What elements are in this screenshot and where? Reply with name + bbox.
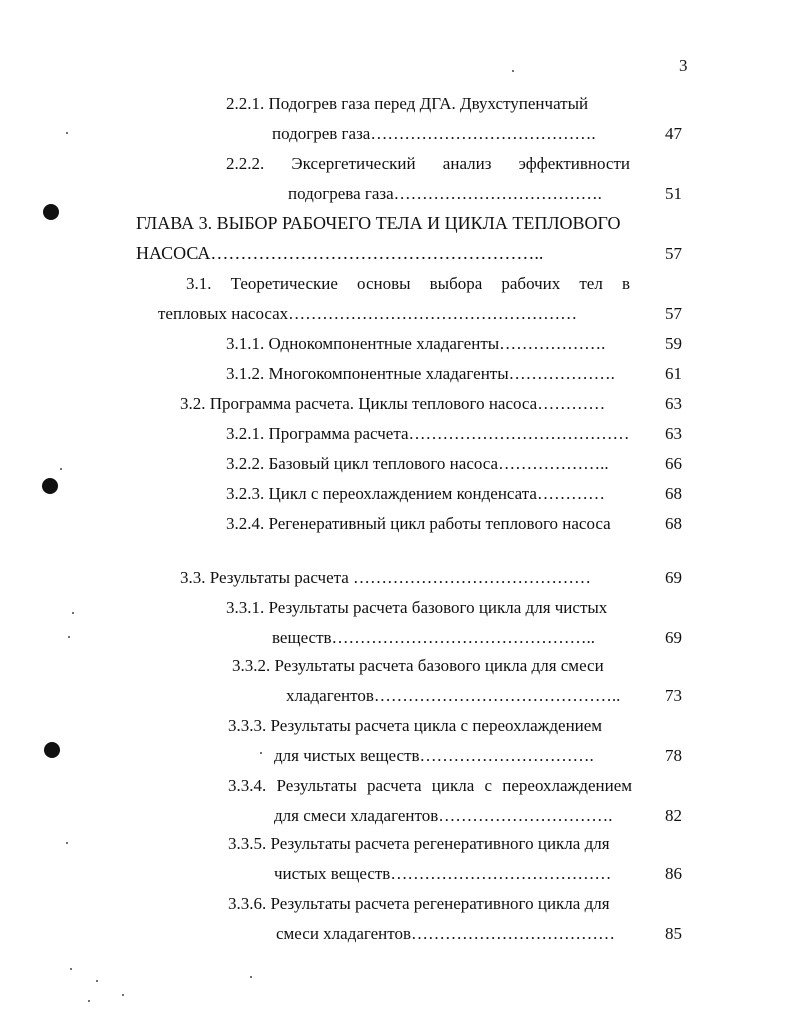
word: в bbox=[621, 274, 630, 293]
scan-speck bbox=[96, 980, 98, 982]
toc-entry-3-3-3-line1: 3.3.3. Результаты расчета цикла с переохлаждением bbox=[228, 716, 603, 735]
toc-entry-2-2-1-line2: подогрев газа…………………………………. bbox=[272, 124, 596, 143]
toc-entry-3-2-page: 63 bbox=[665, 394, 682, 413]
toc-entry-3-2-1: 3.2.1. Программа расчета………………………………… bbox=[226, 424, 630, 443]
page-number: 3 bbox=[679, 56, 688, 75]
toc-entry-3-3: 3.3. Результаты расчета …………………………………… bbox=[180, 568, 592, 587]
word: основы bbox=[357, 274, 411, 293]
toc-entry-3-3-6-line1: 3.3.6. Результаты расчета регенеративного цикла для bbox=[228, 894, 610, 913]
scan-speck bbox=[66, 842, 68, 844]
toc-entry-3-2-2-page: 66 bbox=[665, 454, 682, 473]
toc-entry-3-2-4-page: 68 bbox=[665, 514, 682, 533]
word: Результаты bbox=[276, 776, 357, 795]
toc-entry-3-3-5-line2: чистых веществ………………………………… bbox=[274, 864, 612, 883]
toc-entry-3-3-2-line1: 3.3.2. Результаты расчета базового цикла для смеси bbox=[232, 656, 604, 675]
toc-entry-3-2-2: 3.2.2. Базовый цикл теплового насоса……………….. bbox=[226, 454, 609, 473]
word: переохлаждением bbox=[502, 776, 632, 795]
toc-entry-3-1-page: 57 bbox=[665, 304, 682, 323]
scan-speck bbox=[250, 976, 252, 978]
word: эффективности bbox=[518, 154, 630, 173]
punch-hole-mark bbox=[42, 478, 58, 494]
toc-entry-3-2-1-page: 63 bbox=[665, 424, 682, 443]
toc-entry-3-3-2-page: 73 bbox=[665, 686, 682, 705]
toc-entry-3-2: 3.2. Программа расчета. Циклы теплового насоса………… bbox=[180, 394, 606, 413]
word: Эксергетический bbox=[291, 154, 416, 173]
word: 3.1. bbox=[186, 274, 212, 293]
toc-chapter-3-page: 57 bbox=[665, 244, 682, 263]
toc-entry-3-3-1-line2: веществ……………………………………….. bbox=[272, 628, 596, 647]
scan-speck bbox=[70, 968, 72, 970]
word: цикла bbox=[431, 776, 475, 795]
scan-speck bbox=[60, 468, 62, 470]
toc-entry-3-3-4-line2: для смеси хладагентов…………………………. bbox=[274, 806, 613, 825]
toc-entry-3-3-page: 69 bbox=[665, 568, 682, 587]
scan-speck bbox=[68, 636, 70, 638]
toc-entry-3-3-3-line2: для чистых веществ…………………………. bbox=[274, 746, 594, 765]
word: 2.2.2. bbox=[226, 154, 265, 173]
word: рабочих bbox=[501, 274, 561, 293]
toc-entry-3-1-line1 bbox=[186, 274, 630, 294]
word: расчета bbox=[367, 776, 422, 795]
word: тел bbox=[579, 274, 603, 293]
toc-entry-3-1-line2: тепловых насосах…………………………………………… bbox=[158, 304, 578, 323]
scan-speck bbox=[66, 132, 68, 134]
toc-chapter-3-line2: НАСОСА……………………………………………….. bbox=[136, 243, 544, 263]
word: анализ bbox=[442, 154, 492, 173]
punch-hole-mark bbox=[43, 204, 59, 220]
toc-entry-3-1-1-page: 59 bbox=[665, 334, 682, 353]
toc-entry-3-1-1: 3.1.1. Однокомпонентные хладагенты………………. bbox=[226, 334, 606, 353]
word: 3.3.4. bbox=[228, 776, 267, 795]
toc-entry-3-2-3: 3.2.3. Цикл с переохлаждением конденсата………… bbox=[226, 484, 605, 503]
scan-speck bbox=[122, 994, 124, 996]
toc-entry-3-3-1-line1: 3.3.1. Результаты расчета базового цикла для чистых bbox=[226, 598, 608, 617]
scan-speck bbox=[72, 612, 74, 614]
toc-entry-3-3-5-line1: 3.3.5. Результаты расчета регенеративного цикла для bbox=[228, 834, 610, 853]
toc-entry-3-3-5-page: 86 bbox=[665, 864, 682, 883]
toc-entry-3-2-4: 3.2.4. Регенеративный цикл работы теплового насоса bbox=[226, 514, 611, 533]
toc-entry-2-2-1-line1: 2.2.1. Подогрев газа перед ДГА. Двухступенчатый bbox=[226, 94, 589, 113]
toc-entry-3-2-3-page: 68 bbox=[665, 484, 682, 503]
toc-entry-3-3-6-line2: смеси хладагентов……………………………… bbox=[276, 924, 616, 943]
toc-entry-3-3-2-line2: хладагентов…………………………………….. bbox=[286, 686, 621, 705]
toc-entry-3-3-6-page: 85 bbox=[665, 924, 682, 943]
toc-entry-3-1-2-page: 61 bbox=[665, 364, 682, 383]
punch-hole-mark bbox=[44, 742, 60, 758]
scan-speck bbox=[88, 1000, 90, 1002]
word: с bbox=[484, 776, 493, 795]
toc-entry-3-3-1-page: 69 bbox=[665, 628, 682, 647]
toc-entry-3-3-4-line1 bbox=[228, 776, 632, 796]
scan-speck bbox=[512, 70, 514, 72]
toc-entry-2-2-2-line1 bbox=[226, 154, 630, 174]
toc-entry-3-1-2: 3.1.2. Многокомпонентные хладагенты………………. bbox=[226, 364, 615, 383]
toc-entry-3-3-3-page: 78 bbox=[665, 746, 682, 765]
toc-entry-3-3-4-page: 82 bbox=[665, 806, 682, 825]
toc-entry-2-2-2-line2: подогрева газа………………………………. bbox=[288, 184, 602, 203]
word: выбора bbox=[429, 274, 483, 293]
scan-speck bbox=[260, 752, 262, 754]
word: Теоретические bbox=[230, 274, 338, 293]
toc-chapter-3-line1: ГЛАВА 3. ВЫБОР РАБОЧЕГО ТЕЛА И ЦИКЛА ТЕПЛОВОГО bbox=[136, 213, 621, 233]
toc-entry-2-2-2-page: 51 bbox=[665, 184, 682, 203]
toc-entry-2-2-1-page: 47 bbox=[665, 124, 682, 143]
